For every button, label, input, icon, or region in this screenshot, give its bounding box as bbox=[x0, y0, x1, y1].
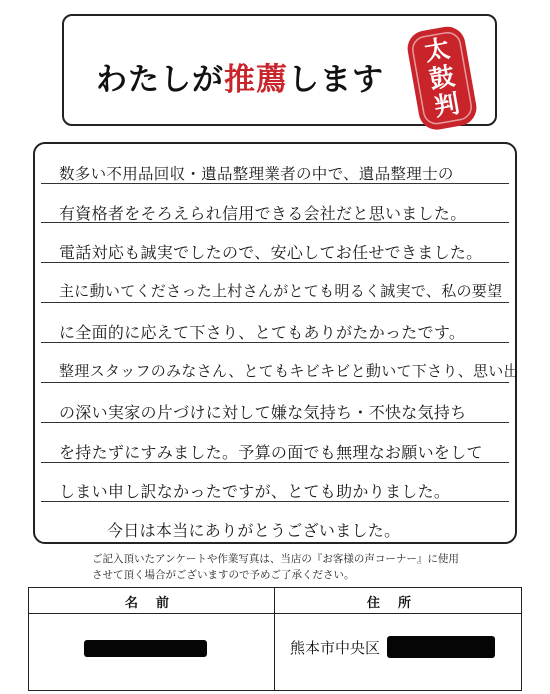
stamp-char-2: 鼓 bbox=[427, 61, 457, 95]
letter-line: に全面的に応えて下さり、とてもありがたかったです。 bbox=[59, 323, 466, 342]
table-column-divider bbox=[274, 588, 275, 690]
title-before: わたしが bbox=[96, 62, 224, 98]
taikoban-stamp-icon bbox=[403, 22, 483, 134]
usage-notice-line-1: ご記入頂いたアンケートや作業写真は、当店の『お客様の声コーナー』に使用 bbox=[92, 553, 459, 565]
name-column-header: 名前 bbox=[125, 596, 188, 611]
letter-line: の深い実家の片づけに対して嫌な気持ち・不快な気持ち bbox=[59, 403, 467, 422]
address-redaction bbox=[387, 636, 495, 658]
letter-line: 数多い不用品回収・遺品整理業者の中で、遺品整理士の bbox=[59, 165, 454, 183]
title-accent: 推薦 bbox=[224, 62, 288, 98]
letter-line: を持たずにすみました。予算の面でも無理なお願いをして bbox=[59, 443, 483, 462]
usage-notice-line-2: させて頂く場合がございますので予めご了承ください。 bbox=[92, 569, 355, 581]
title-after: します bbox=[288, 62, 384, 98]
letter-line: 整理スタッフのみなさん、とてもキビキビと動いて下さり、思い出 bbox=[59, 362, 519, 380]
address-column-header: 住所 bbox=[367, 596, 430, 611]
letter-box bbox=[33, 142, 517, 544]
ruled-line bbox=[41, 302, 509, 303]
customer-info-table bbox=[28, 587, 522, 691]
table-header-divider bbox=[29, 613, 521, 614]
stamp-char-3: 判 bbox=[431, 88, 462, 122]
letter-line: しまい申し訳なかったですが、とても助かりました。 bbox=[59, 482, 451, 501]
address-value: 熊本市中央区 bbox=[290, 639, 381, 657]
letter-line: 有資格者をそろえられ信用できる会社だと思いました。 bbox=[59, 204, 467, 223]
page-title bbox=[96, 54, 384, 99]
letter-line: 今日は本当にありがとうございました。 bbox=[107, 521, 401, 540]
ruled-line bbox=[41, 382, 509, 383]
letter-line: 主に動いてくださった上村さんがとても明るく誠実で、私の要望 bbox=[59, 282, 503, 300]
letter-line: 電話対応も誠実でしたので、安心してお任せできました。 bbox=[59, 243, 483, 262]
name-redaction bbox=[84, 640, 207, 657]
stamp-char-1: 太 bbox=[422, 33, 452, 67]
